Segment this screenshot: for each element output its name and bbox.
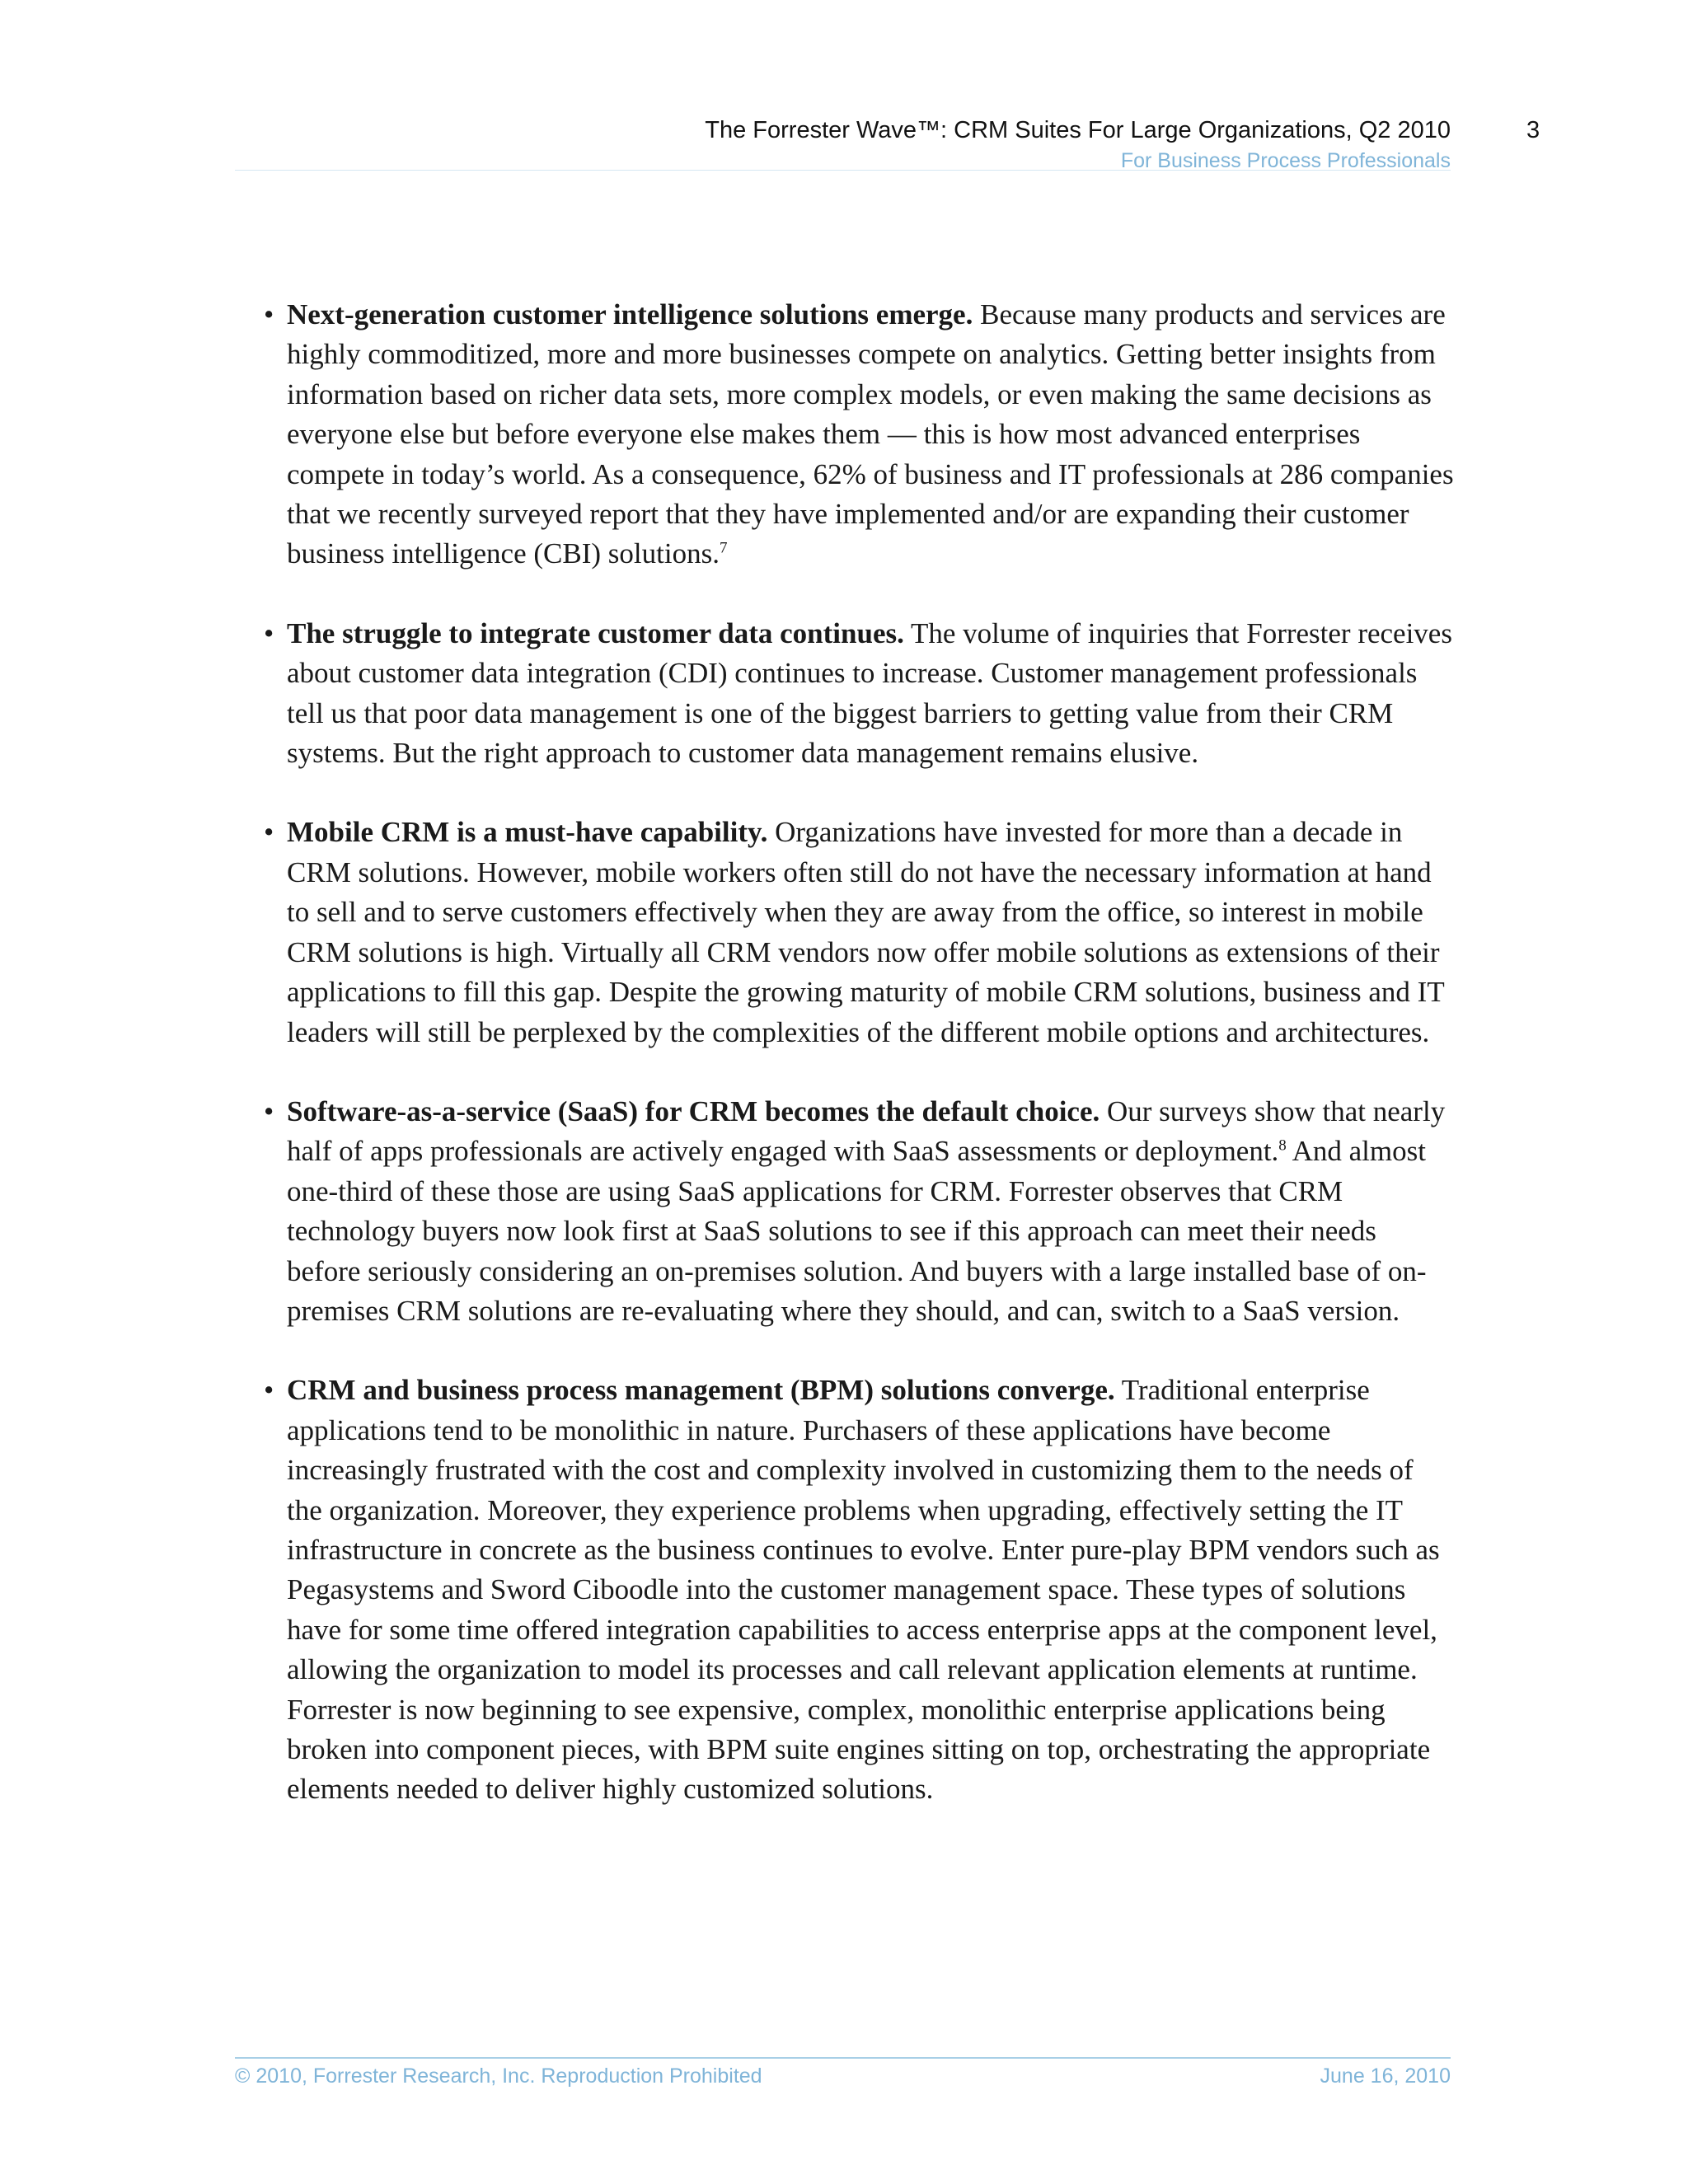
bullet-marker: • (264, 298, 274, 330)
bullet-text: Organizations have invested for more than a decade in CRM solutions. However, mobile workers often still do not have the necessary information at hand to sell and to serve customers effectively when they are away from the office, so interest in mobile CRM solutions is high. Virtually all CRM vendors now offer mobile solutions as extensions of their applications to fill this gap. Despite the growing maturity of mobile CRM solutions, business and IT leaders will still be perplexed by the complexities of the different mobile options and architectures. (287, 816, 1445, 1048)
report-title: The Forrester Wave™: CRM Suites For Large Organizations, Q2 2010 (705, 117, 1451, 143)
bullet-item (264, 1371, 1455, 1809)
footer-date: June 16, 2010 (1320, 2064, 1451, 2088)
bullet-marker: • (264, 816, 274, 849)
footnote-ref: 7 (719, 539, 728, 557)
footer-copyright: © 2010, Forrester Research, Inc. Reproduction Prohibited (235, 2064, 762, 2088)
report-audience: For Business Process Professionals (1120, 149, 1451, 172)
footer-divider (235, 2057, 1451, 2059)
bullet-text: Traditional enterprise applications tend to be monolithic in nature. Purchasers of these applications have become increasingly frustrated with the cost and complexity involved in customizing them to the needs of the organization. Moreover, they experience problems when upgrading, effectively setting the IT infrastructure in concrete as the business continues to evolve. Enter pure-play BPM vendors such as Pegasystems and Sword Ciboodle into the customer management space. These types of solutions have for some time offered integration capabilities to access enterprise apps at the component level, allowing the organization to model its processes and call relevant application elements at runtime. Forrester is now beginning to see expensive, complex, monolithic enterprise applications being broken into component pieces, with BPM suite engines sitting on top, orchestrating the appropriate elements needed to deliver highly customized solutions. (287, 1374, 1440, 1806)
bullet-marker: • (264, 1094, 274, 1127)
bullet-heading: CRM and business process management (BPM) solutions converge. (287, 1374, 1115, 1407)
footnote-ref: 8 (1278, 1137, 1287, 1155)
bullet-text: Our surveys show that nearly half of apps professionals are actively engaged with SaaS assessments or deployment. (287, 1094, 1446, 1168)
page-number: 3 (1526, 117, 1540, 143)
bullet-item (264, 614, 1455, 774)
body-content (264, 295, 1455, 1849)
bullet-heading: The struggle to integrate customer data continues. (287, 616, 904, 649)
bullet-marker: • (264, 616, 274, 649)
bullet-item (264, 295, 1455, 574)
bullet-text: Because many products and services are highly commoditized, more and more businesses compete on analytics. Getting better insights from information based on richer data sets, more complex models, or even making the same decisions as everyone else but before everyone else makes them — this is how most advanced enterprises compete in today’s world. As a consequence, 62% of business and IT professionals at 286 companies that we recently surveyed report that they have implemented and/or are expanding their customer business intelligence (CBI) solutions. (287, 298, 1454, 570)
bullet-text: The volume of inquiries that Forrester receives about customer data integration (CDI) continues to increase. Customer management professionals tell us that poor data management is one of the biggest barriers to getting value from their CRM systems. But the right approach to customer data management remains elusive. (287, 616, 1452, 770)
bullet-heading: Next-generation customer intelligence solutions emerge. (287, 298, 973, 330)
bullet-heading: Mobile CRM is a must-have capability. (287, 816, 768, 849)
bullet-marker: • (264, 1374, 274, 1407)
bullet-item (264, 813, 1455, 1052)
bullet-item (264, 1092, 1455, 1331)
bullet-heading: Software-as-a-service (SaaS) for CRM becomes the default choice. (287, 1094, 1100, 1127)
bullet-text-continued: And almost one-third of these those are using SaaS applications for CRM. Forrester observes that CRM technology buyers now look first at SaaS solutions to see if this approach can meet their needs before seriously considering an on-premises solution. And buyers with a large installed base of on-premises CRM solutions are re-evaluating where they should, and can, switch to a SaaS version. (287, 1135, 1427, 1327)
header-divider (235, 170, 1451, 171)
